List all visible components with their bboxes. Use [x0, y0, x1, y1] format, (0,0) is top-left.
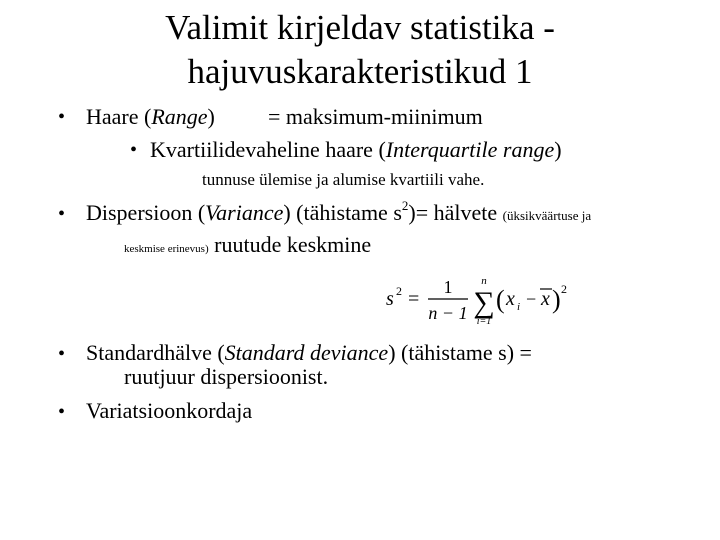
iqr-item: [150, 137, 562, 163]
stddev-line-2: ruutjuur dispersioonist.: [124, 364, 329, 389]
formula-rparen: ): [552, 285, 561, 314]
iqr-label-italic: Interquartile range: [385, 137, 555, 162]
variance-line-2: [124, 232, 371, 262]
title-line-2: hajuvuskarakteristikud 1: [187, 52, 533, 91]
iqr-label: Kvartiilidevaheline haare (: [150, 137, 386, 162]
variance-formula-svg: [380, 270, 580, 330]
variance-tail: ruutude keskmine: [214, 232, 372, 257]
formula-num: 1: [443, 277, 453, 297]
formula-sum-bottom: i=1: [476, 316, 492, 327]
stddev-label: Standardhälve (: [86, 340, 225, 365]
range-definition: = maksimum-miinimum: [268, 104, 483, 129]
bullet-iqr-dot: •: [130, 139, 138, 161]
stddev-label-after: ) (tähistame s) =: [388, 340, 532, 365]
title-line-1: Valimit kirjeldav statistika -: [165, 8, 555, 47]
range-item: [86, 104, 215, 130]
formula-x: x: [506, 288, 515, 310]
range-label: Haare (: [86, 104, 152, 129]
variance-label-after: )= hälvete: [408, 200, 498, 225]
variance-small-paren-2: keskmise erinevus): [124, 243, 209, 255]
cv-label: Variatsioonkordaja: [86, 398, 253, 423]
formula-paren-exp: 2: [561, 282, 567, 296]
stddev-label-italic: Standard deviance: [224, 340, 389, 365]
range-label-italic: Range: [151, 104, 208, 129]
formula-lparen: (: [496, 285, 505, 314]
formula-minus: −: [526, 289, 537, 309]
variance-formula: [380, 270, 580, 330]
bullet-stddev-dot: •: [58, 343, 66, 365]
formula-xbar: x: [541, 288, 550, 310]
range-label-close: ): [207, 104, 215, 129]
bullet-range-dot: •: [58, 106, 66, 128]
variance-label-italic: Variance: [205, 200, 284, 225]
formula-s: s: [386, 288, 394, 310]
formula-sum-top: n: [481, 275, 487, 287]
bullet-cv-dot: •: [58, 401, 66, 423]
iqr-description: tunnuse ülemise ja alumise kvartiili vahe.: [202, 170, 485, 189]
stddev-item: [86, 340, 532, 366]
bullet-variance-dot: •: [58, 203, 66, 225]
variance-sup: 2: [401, 197, 409, 213]
variance-small-paren-1: (üksikväärtuse ja: [502, 208, 592, 223]
formula-den: n − 1: [428, 303, 468, 323]
variance-label-mid: ) (tähistame s: [283, 200, 402, 225]
variance-label: Dispersioon (: [86, 200, 206, 225]
formula-s-exp: 2: [396, 284, 402, 298]
formula-eq: =: [408, 288, 420, 310]
iqr-label-close: ): [554, 137, 562, 162]
formula-x-sub: i: [517, 301, 521, 313]
formula-sigma-icon: ∑: [473, 286, 495, 319]
slide-title: [60, 6, 660, 94]
variance-item: [86, 197, 592, 229]
